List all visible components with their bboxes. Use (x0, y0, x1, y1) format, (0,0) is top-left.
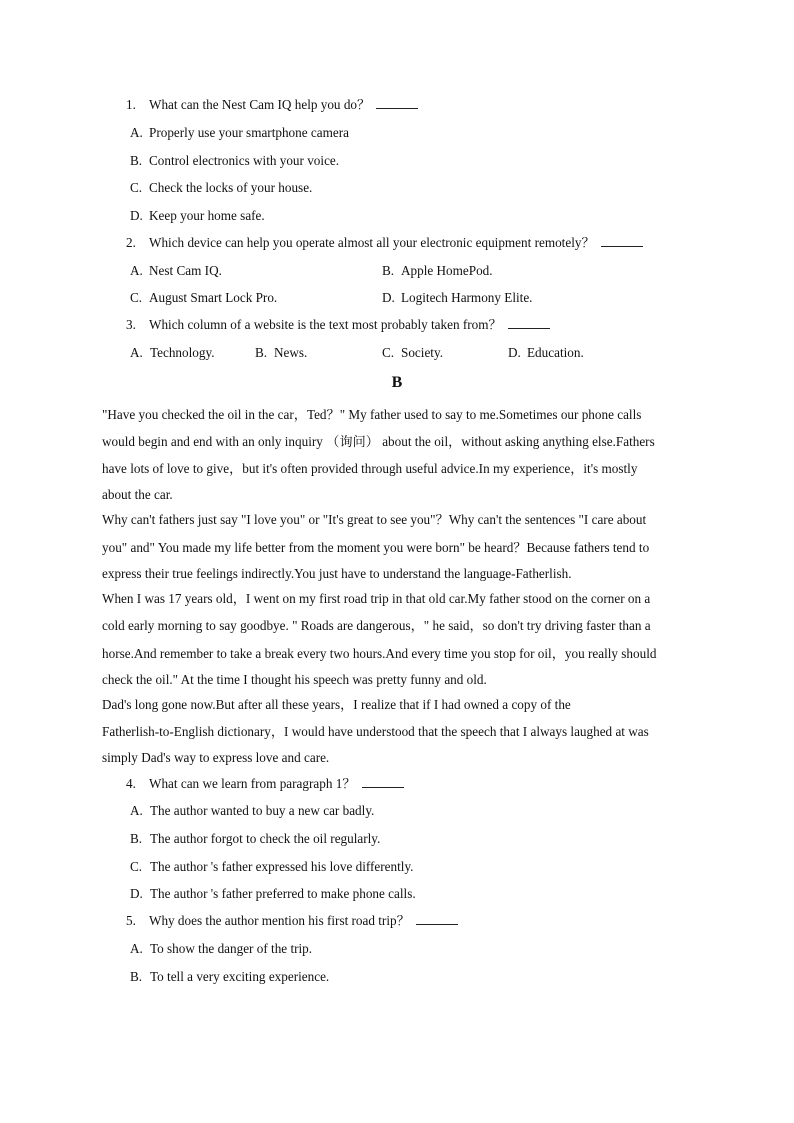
option-text: The author wanted to buy a new car badly. (150, 803, 375, 818)
question-stem: What can we learn from paragraph 1？ (149, 776, 356, 791)
section-title: B (391, 374, 403, 391)
question-stem: Which device can help you operate almost all your electronic equipment remotely？ (149, 235, 595, 250)
passage-line: about the car. (102, 487, 173, 502)
option-text: To tell a very exciting experience. (150, 969, 330, 984)
option-letter: B. (255, 345, 268, 360)
passage-line: would begin and end with an only inquiry （询问） about the oil，without asking anything else.Fathers (102, 434, 655, 449)
passage-line: simply Dad's way to express love and care. (102, 750, 330, 765)
option-letter: A. (130, 345, 143, 360)
passage-line: check the oil." At the time I thought his speech was pretty funny and old. (102, 672, 487, 687)
answer-blank[interactable] (508, 316, 550, 329)
option-letter: C. (130, 290, 143, 305)
option-letter: B. (130, 153, 143, 168)
option-letter: D. (508, 345, 521, 360)
option-letter: C. (382, 345, 395, 360)
passage-line: cold early morning to say goodbye. " Roads are dangerous，" he said，so don't try driving faster than a (102, 618, 651, 633)
question-number: 5. (126, 913, 136, 928)
passage-line: you" and" You made my life better from the moment you were born" be heard？Because fathers tend to (102, 540, 650, 555)
option-text: August Smart Lock Pro. (149, 290, 278, 305)
passage-line: Why can't fathers just say "I love you" or "It's great to see you"？Why can't the sentences "I care about (102, 512, 647, 527)
option-text: Technology. (150, 345, 215, 360)
option-letter: A. (130, 125, 143, 140)
option-letter: D. (130, 886, 143, 901)
question-stem: Why does the author mention his first road trip？ (149, 913, 410, 928)
option-letter: B. (130, 969, 143, 984)
passage-line: express their true feelings indirectly.You just have to understand the language-Fatherlish. (102, 566, 572, 581)
option-text: Logitech Harmony Elite. (401, 290, 533, 305)
passage-line: have lots of love to give，but it's often provided through useful advice.In my experience，it's mostly (102, 461, 638, 476)
option-letter: D. (130, 208, 143, 223)
passage-line: Dad's long gone now.But after all these years，I realize that if I had owned a copy of the (102, 697, 571, 712)
option-text: Keep your home safe. (149, 208, 265, 223)
option-text: The author forgot to check the oil regularly. (150, 831, 381, 846)
answer-blank[interactable] (601, 234, 643, 247)
option-text: Education. (527, 345, 584, 360)
question-number: 2. (126, 235, 136, 250)
option-text: The author 's father preferred to make phone calls. (150, 886, 416, 901)
question-number: 1. (126, 97, 136, 112)
option-text: To show the danger of the trip. (150, 941, 313, 956)
answer-blank[interactable] (416, 912, 458, 925)
option-text: Properly use your smartphone camera (149, 125, 349, 140)
passage-line: horse.And remember to take a break every two hours.And every time you stop for oil，you really should (102, 646, 657, 661)
passage-line: "Have you checked the oil in the car，Ted？" My father used to say to me.Sometimes our phone calls (102, 407, 642, 422)
option-letter: A. (130, 803, 143, 818)
option-text: News. (274, 345, 308, 360)
option-letter: A. (130, 263, 143, 278)
option-text: Check the locks of your house. (149, 180, 313, 195)
question-stem: Which column of a website is the text most probably taken from？ (149, 317, 502, 332)
passage-line: Fatherlish-to-English dictionary，I would have understood that the speech that I always laughed at was (102, 724, 649, 739)
option-letter: C. (130, 859, 143, 874)
option-letter: A. (130, 941, 143, 956)
passage-line: When I was 17 years old，I went on my first road trip in that old car.My father stood on the corner on a (102, 591, 651, 606)
question-number: 4. (126, 776, 136, 791)
option-letter: B. (382, 263, 395, 278)
answer-blank[interactable] (376, 96, 418, 109)
answer-blank[interactable] (362, 775, 404, 788)
option-letter: C. (130, 180, 143, 195)
option-text: Society. (401, 345, 443, 360)
option-text: Apple HomePod. (401, 263, 493, 278)
question-stem: What can the Nest Cam IQ help you do？ (149, 97, 371, 112)
option-text: The author 's father expressed his love differently. (150, 859, 414, 874)
option-text: Control electronics with your voice. (149, 153, 340, 168)
option-letter: D. (382, 290, 395, 305)
option-letter: B. (130, 831, 143, 846)
question-number: 3. (126, 317, 136, 332)
option-text: Nest Cam IQ. (149, 263, 222, 278)
